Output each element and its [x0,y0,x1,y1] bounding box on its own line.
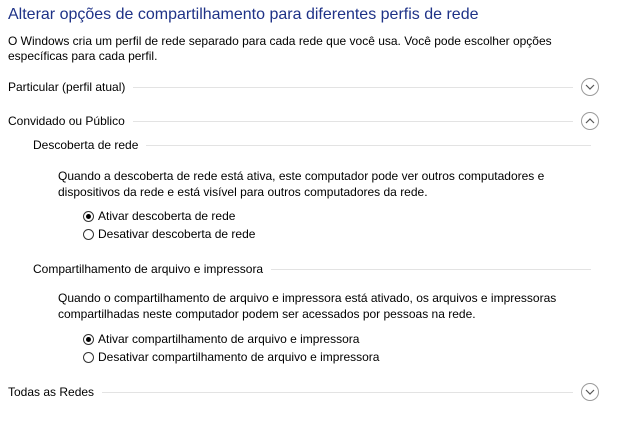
divider [146,145,591,146]
sharing-off-option[interactable] [83,349,379,365]
divider [271,269,591,270]
chevron-up-icon[interactable] [581,112,599,130]
page-title: Alterar opções de compartilhamento para diferentes perfis de rede [8,6,479,23]
page-description: O Windows cria um perfil de rede separado para cada rede que você usa. Você pode escolher opções específicas para cada perfil. [8,34,552,63]
radio-selected-icon[interactable] [83,334,94,345]
radio-unselected-icon[interactable] [83,229,94,240]
chevron-down-icon[interactable] [581,383,599,401]
sharing-on-option[interactable] [83,331,359,347]
profile-all-label: Todas as Redes [8,385,95,399]
chevron-down-icon[interactable] [581,78,599,96]
divider [133,87,573,88]
profile-guest-label: Convidado ou Público [8,114,125,128]
profile-private-label: Particular (perfil atual) [8,80,126,94]
discovery-on-label: Ativar descoberta de rede [98,209,236,223]
sharing-description: Quando o compartilhamento de arquivo e impressora está ativado, os arquivos e impressoras compartilhadas neste computador podem ser acessados por pessoas na rede. [58,291,557,321]
discovery-off-option[interactable] [83,226,255,242]
profile-private-header[interactable] [8,76,591,98]
divider [102,392,573,393]
discovery-on-option[interactable] [83,208,235,224]
profile-guest-header[interactable] [8,110,591,132]
divider [133,121,573,122]
sharing-off-label: Desativar compartilhamento de arquivo e impressora [98,350,380,364]
sharing-heading-row [33,260,591,278]
discovery-description: Quando a descoberta de rede está ativa, este computador pode ver outros computadores e dispositivos da rede e está visível para outros computadores da rede. [58,169,545,199]
radio-selected-icon[interactable] [83,211,94,222]
radio-unselected-icon[interactable] [83,352,94,363]
discovery-heading: Descoberta de rede [33,138,139,152]
discovery-heading-row [33,136,591,154]
profile-all-header[interactable] [8,381,591,403]
sharing-on-label: Ativar compartilhamento de arquivo e impressora [98,332,360,346]
sharing-heading: Compartilhamento de arquivo e impressora [33,262,264,276]
discovery-off-label: Desativar descoberta de rede [98,227,256,241]
